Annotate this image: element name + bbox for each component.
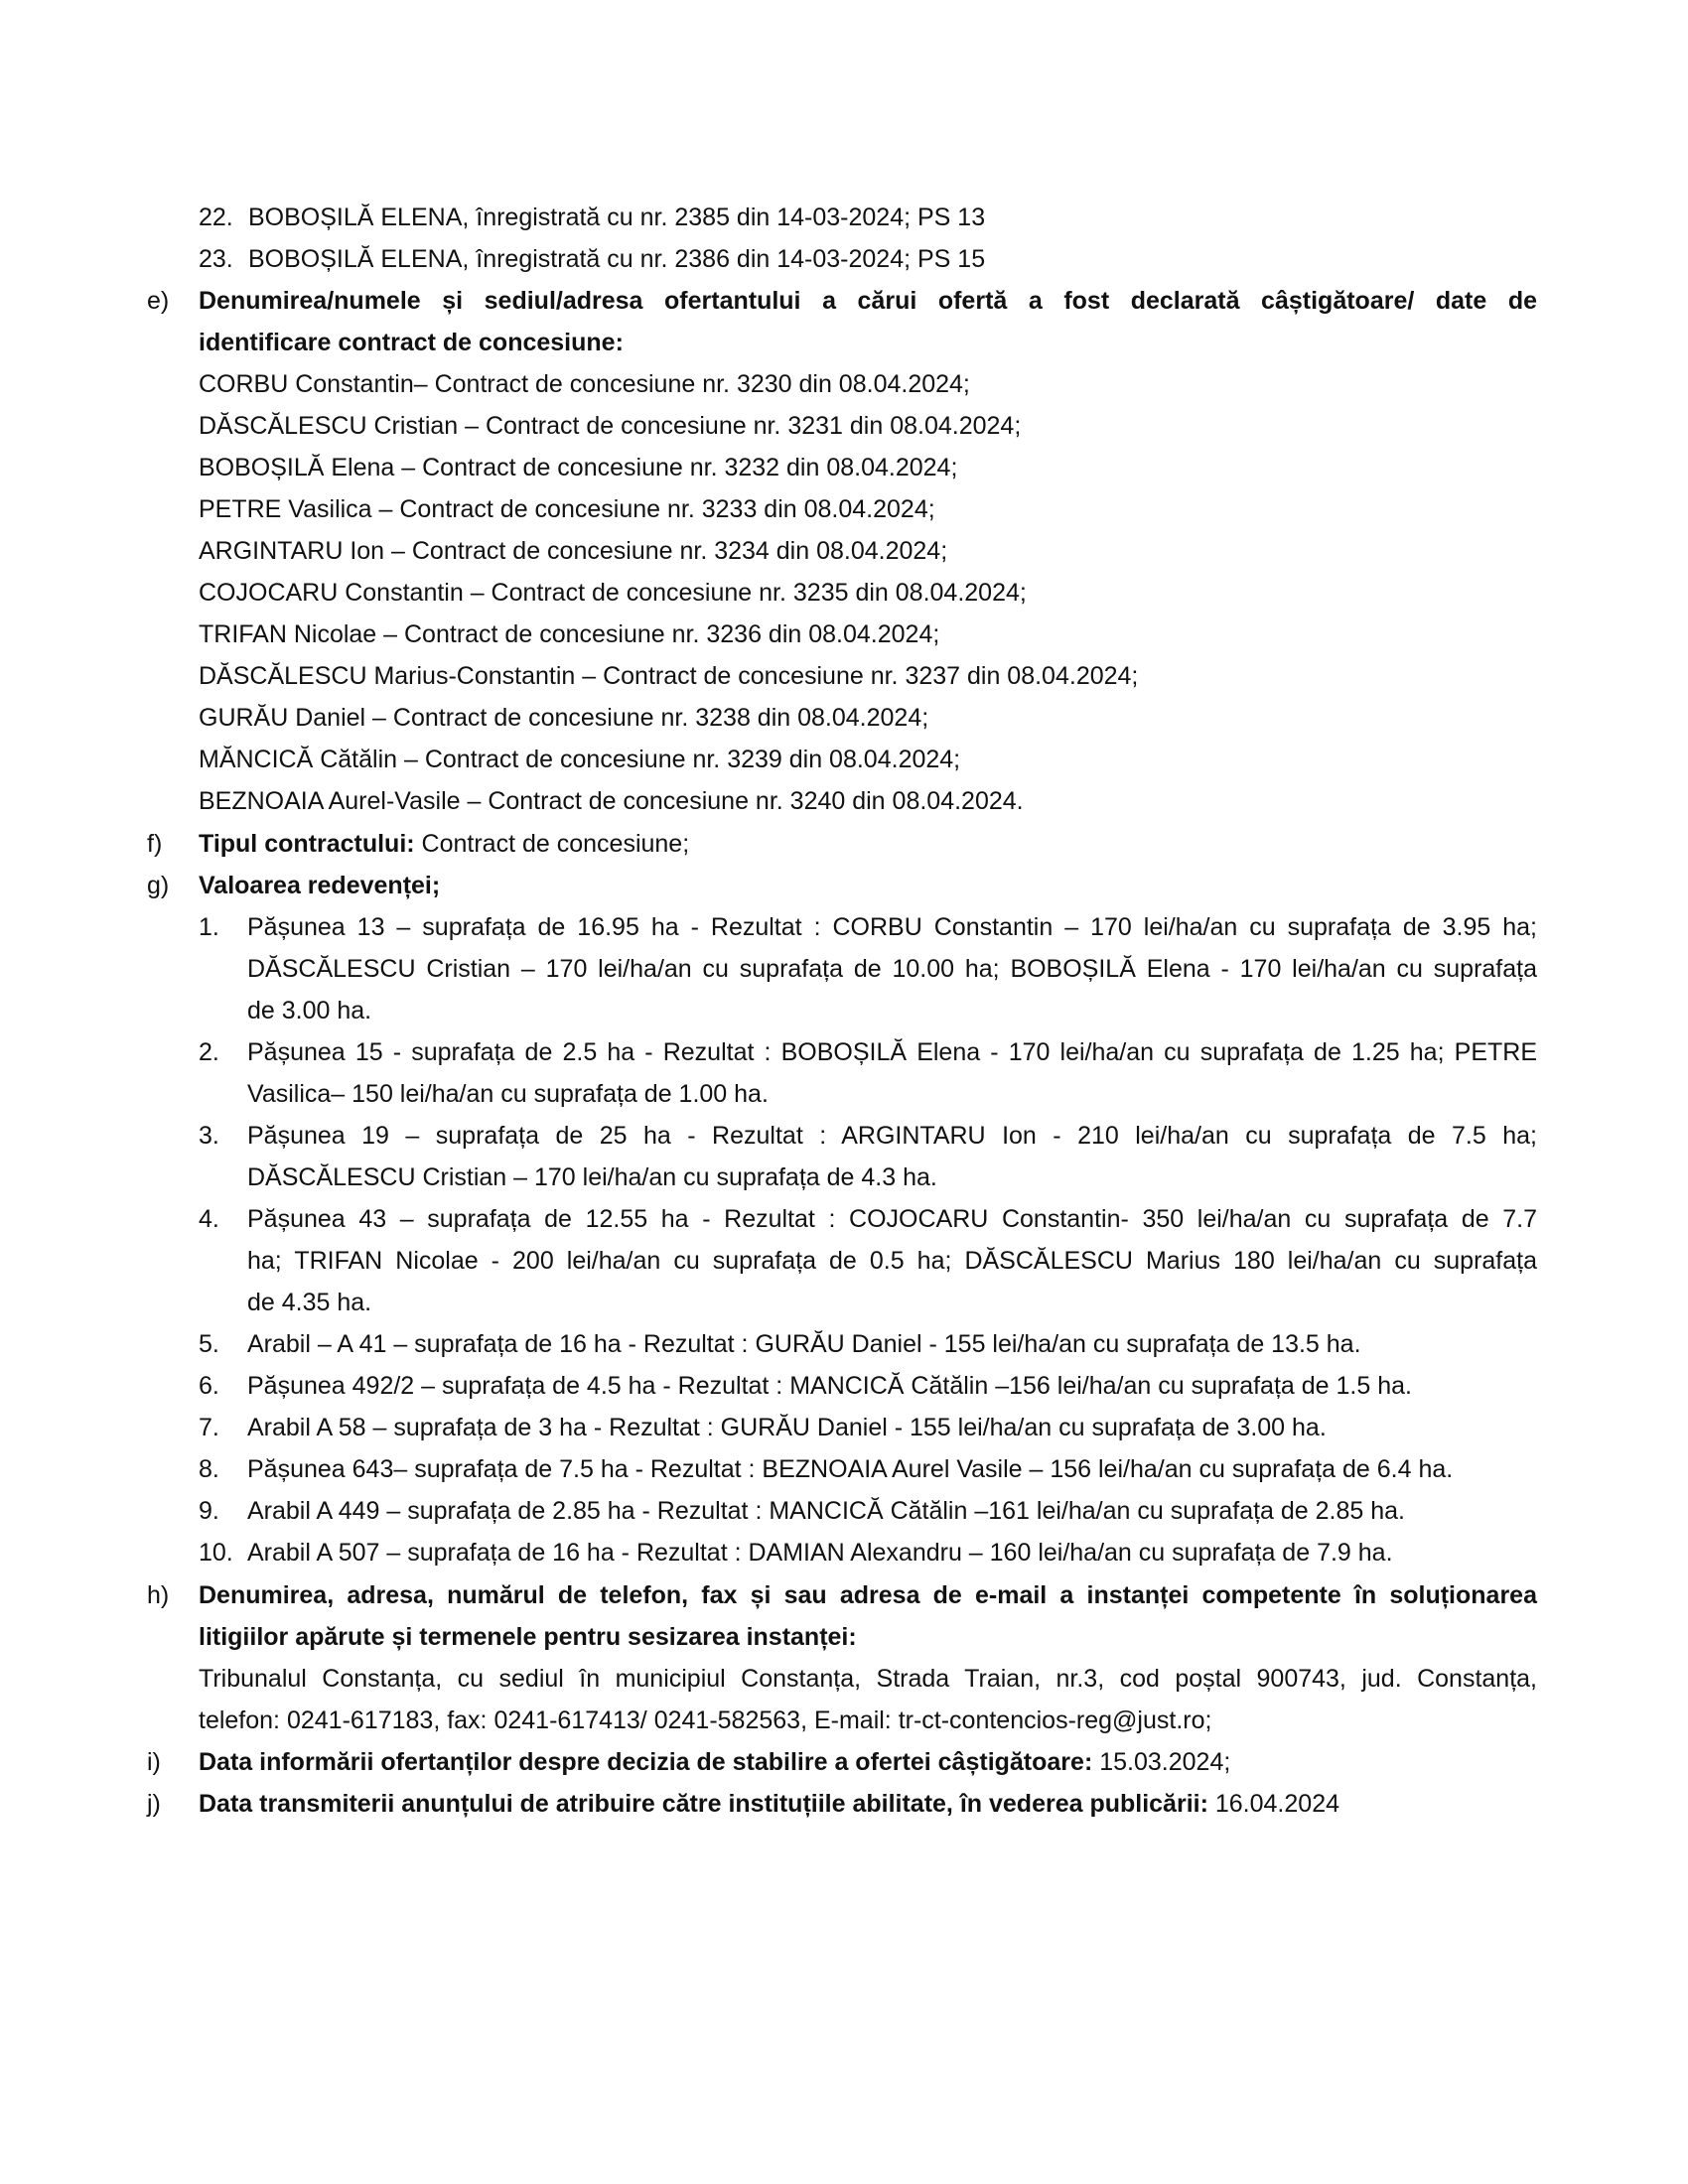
section-i-value: 15.03.2024; bbox=[1099, 1748, 1231, 1776]
section-f-label: Tipul contractului: bbox=[199, 830, 415, 858]
redeventa-item bbox=[0, 906, 1688, 948]
item-number: 2. bbox=[199, 1038, 219, 1066]
contract-item bbox=[0, 614, 1688, 655]
item-text: ha; TRIFAN Nicolae - 200 lei/ha/an cu suprafața de 0.5 ha; DĂSCĂLESCU Marius 180 lei/ha/an cu suprafața bbox=[247, 1247, 1537, 1275]
redeventa-item bbox=[0, 1031, 1688, 1073]
contract-text: ARGINTARU Ion – Contract de concesiune nr. 3234 din 08.04.2024; bbox=[199, 537, 948, 565]
redeventa-item bbox=[0, 1365, 1688, 1407]
redeventa-item bbox=[0, 1532, 1688, 1573]
item-text: Pășunea 13 – suprafața de 16.95 ha - Rezultat : CORBU Constantin – 170 lei/ha/an cu suprafața de 3.95 ha; bbox=[247, 913, 1537, 941]
item-number: 9. bbox=[199, 1497, 219, 1525]
section-h-heading-cont: litigiilor apărute și termenele pentru sesizarea instanței: bbox=[199, 1623, 857, 1651]
item-text: Pășunea 643– suprafața de 7.5 ha - Rezultat : BEZNOAIA Aurel Vasile – 156 lei/ha/an cu suprafața de 6.4 ha. bbox=[247, 1455, 1454, 1483]
redeventa-item-cont bbox=[0, 990, 1688, 1031]
redeventa-item bbox=[0, 1198, 1688, 1240]
contract-item bbox=[0, 739, 1688, 780]
item-number: 10. bbox=[199, 1539, 233, 1567]
court-contact: telefon: 0241-617183, fax: 0241-617413/ 0241-582563, E-mail: tr-ct-contencios-reg@just.ro; bbox=[199, 1706, 1212, 1734]
redeventa-item-cont bbox=[0, 1157, 1688, 1198]
redeventa-item bbox=[0, 1115, 1688, 1157]
section-e-heading: e) Denumirea/numele și sediul/adresa ofertantului a cărui ofertă a fost declarată câștigătoare/ date de bbox=[147, 287, 1537, 315]
item-number: 5. bbox=[199, 1330, 219, 1358]
section-i-label: Data informării ofertanților despre decizia de stabilire a ofertei câștigătoare: bbox=[199, 1748, 1093, 1776]
item-number: 4. bbox=[199, 1205, 219, 1233]
item-text: Arabil A 449 – suprafața de 2.85 ha - Rezultat : MANCICĂ Cătălin –161 lei/ha/an cu suprafața de 2.85 ha. bbox=[247, 1497, 1406, 1525]
section-j: j) Data transmiterii anunțului de atribuire către instituțiile abilitate, în vederea publicării: 16.04.2024 bbox=[147, 1790, 1339, 1818]
contract-item bbox=[0, 697, 1688, 739]
item-text: Vasilica– 150 lei/ha/an cu suprafața de 1.00 ha. bbox=[247, 1080, 769, 1108]
section-e-heading-cont: identificare contract de concesiune: bbox=[199, 329, 624, 356]
contract-text: BOBOȘILĂ Elena – Contract de concesiune nr. 3232 din 08.04.2024; bbox=[199, 454, 958, 481]
redeventa-item bbox=[0, 1323, 1688, 1365]
item-text: DĂSCĂLESCU Cristian – 170 lei/ha/an cu suprafața de 4.3 ha. bbox=[247, 1163, 937, 1191]
item-number: 3. bbox=[199, 1122, 219, 1150]
contract-item bbox=[0, 530, 1688, 572]
section-f: f) Tipul contractului: Contract de concesiune; bbox=[147, 830, 690, 858]
item-number: 8. bbox=[199, 1455, 219, 1483]
section-f-value: Contract de concesiune; bbox=[421, 830, 690, 858]
contract-text: MĂNCICĂ Cătălin – Contract de concesiune nr. 3239 din 08.04.2024; bbox=[199, 746, 961, 773]
section-j-label: Data transmiterii anunțului de atribuire către instituțiile abilitate, în vederea publicării: bbox=[199, 1790, 1208, 1818]
item-text: Pășunea 43 – suprafața de 12.55 ha - Rezultat : COJOCARU Constantin- 350 lei/ha/an cu suprafața de 7.7 bbox=[247, 1205, 1537, 1233]
contract-text: DĂSCĂLESCU Marius-Constantin – Contract de concesiune nr. 3237 din 08.04.2024; bbox=[199, 662, 1139, 690]
item-text: Arabil A 507 – suprafața de 16 ha - Rezultat : DAMIAN Alexandru – 160 lei/ha/an cu suprafața de 7.9 ha. bbox=[247, 1539, 1393, 1567]
item-number: 6. bbox=[199, 1372, 219, 1400]
item-text: Arabil – A 41 – suprafața de 16 ha - Rezultat : GURĂU Daniel - 155 lei/ha/an cu suprafața de 13.5 ha. bbox=[247, 1330, 1361, 1358]
item-text: Arabil A 58 – suprafața de 3 ha - Rezultat : GURĂU Daniel - 155 lei/ha/an cu suprafața de 3.00 ha. bbox=[247, 1414, 1327, 1441]
contract-text: BEZNOAIA Aurel-Vasile – Contract de concesiune nr. 3240 din 08.04.2024. bbox=[199, 787, 1024, 815]
contract-item bbox=[0, 363, 1688, 405]
contract-item bbox=[0, 655, 1688, 697]
redeventa-item-cont bbox=[0, 1240, 1688, 1282]
contract-item bbox=[0, 572, 1688, 614]
contract-text: TRIFAN Nicolae – Contract de concesiune nr. 3236 din 08.04.2024; bbox=[199, 620, 940, 648]
item-text: Pășunea 492/2 – suprafața de 4.5 ha - Rezultat : MANCICĂ Cătălin –156 lei/ha/an cu suprafața de 1.5 ha. bbox=[247, 1372, 1412, 1400]
section-i: i) Data informării ofertanților despre decizia de stabilire a ofertei câștigătoare: 15.03.2024; bbox=[147, 1748, 1231, 1776]
redeventa-item-cont bbox=[0, 1282, 1688, 1323]
contract-text: DĂSCĂLESCU Cristian – Contract de concesiune nr. 3231 din 08.04.2024; bbox=[199, 412, 1022, 440]
item-text: Pășunea 15 - suprafața de 2.5 ha - Rezultat : BOBOȘILĂ Elena - 170 lei/ha/an cu suprafața de 1.25 ha; PETRE bbox=[247, 1038, 1537, 1066]
item-text: de 3.00 ha. bbox=[247, 997, 372, 1024]
contract-item bbox=[0, 447, 1688, 488]
list-item: 22. BOBOȘILĂ ELENA, înregistrată cu nr. 2385 din 14-03-2024; PS 13 bbox=[199, 204, 986, 231]
item-number: 7. bbox=[199, 1414, 219, 1441]
redeventa-item-cont bbox=[0, 948, 1688, 990]
redeventa-item bbox=[0, 1490, 1688, 1532]
item-text: de 4.35 ha. bbox=[247, 1289, 372, 1316]
redeventa-item bbox=[0, 1448, 1688, 1490]
redeventa-item-cont bbox=[0, 1073, 1688, 1115]
section-j-value: 16.04.2024 bbox=[1214, 1790, 1339, 1818]
section-h-heading: h) Denumirea, adresa, numărul de telefon, fax și sau adresa de e-mail a instanței competente în soluționarea bbox=[147, 1581, 1537, 1609]
item-text: DĂSCĂLESCU Cristian – 170 lei/ha/an cu suprafața de 10.00 ha; BOBOȘILĂ Elena - 170 lei/ha/an cu suprafața bbox=[247, 955, 1537, 983]
contract-item bbox=[0, 405, 1688, 447]
contract-item bbox=[0, 488, 1688, 530]
item-number: 1. bbox=[199, 913, 219, 941]
court-address: Tribunalul Constanța, cu sediul în municipiul Constanța, Strada Traian, nr.3, cod poștal 900743, jud. Constanța, bbox=[199, 1665, 1537, 1693]
redeventa-item bbox=[0, 1407, 1688, 1448]
contract-text: GURĂU Daniel – Contract de concesiune nr. 3238 din 08.04.2024; bbox=[199, 704, 929, 732]
contract-text: COJOCARU Constantin – Contract de concesiune nr. 3235 din 08.04.2024; bbox=[199, 579, 1027, 607]
list-item: 23. BOBOȘILĂ ELENA, înregistrată cu nr. 2386 din 14-03-2024; PS 15 bbox=[199, 245, 986, 273]
contract-text: CORBU Constantin– Contract de concesiune nr. 3230 din 08.04.2024; bbox=[199, 370, 970, 398]
item-text: Pășunea 19 – suprafața de 25 ha - Rezultat : ARGINTARU Ion - 210 lei/ha/an cu suprafața de 7.5 ha; bbox=[247, 1122, 1537, 1150]
contract-item bbox=[0, 780, 1688, 822]
contract-text: PETRE Vasilica – Contract de concesiune nr. 3233 din 08.04.2024; bbox=[199, 495, 935, 523]
section-g-heading: g) Valoarea redevenței; bbox=[147, 872, 441, 899]
